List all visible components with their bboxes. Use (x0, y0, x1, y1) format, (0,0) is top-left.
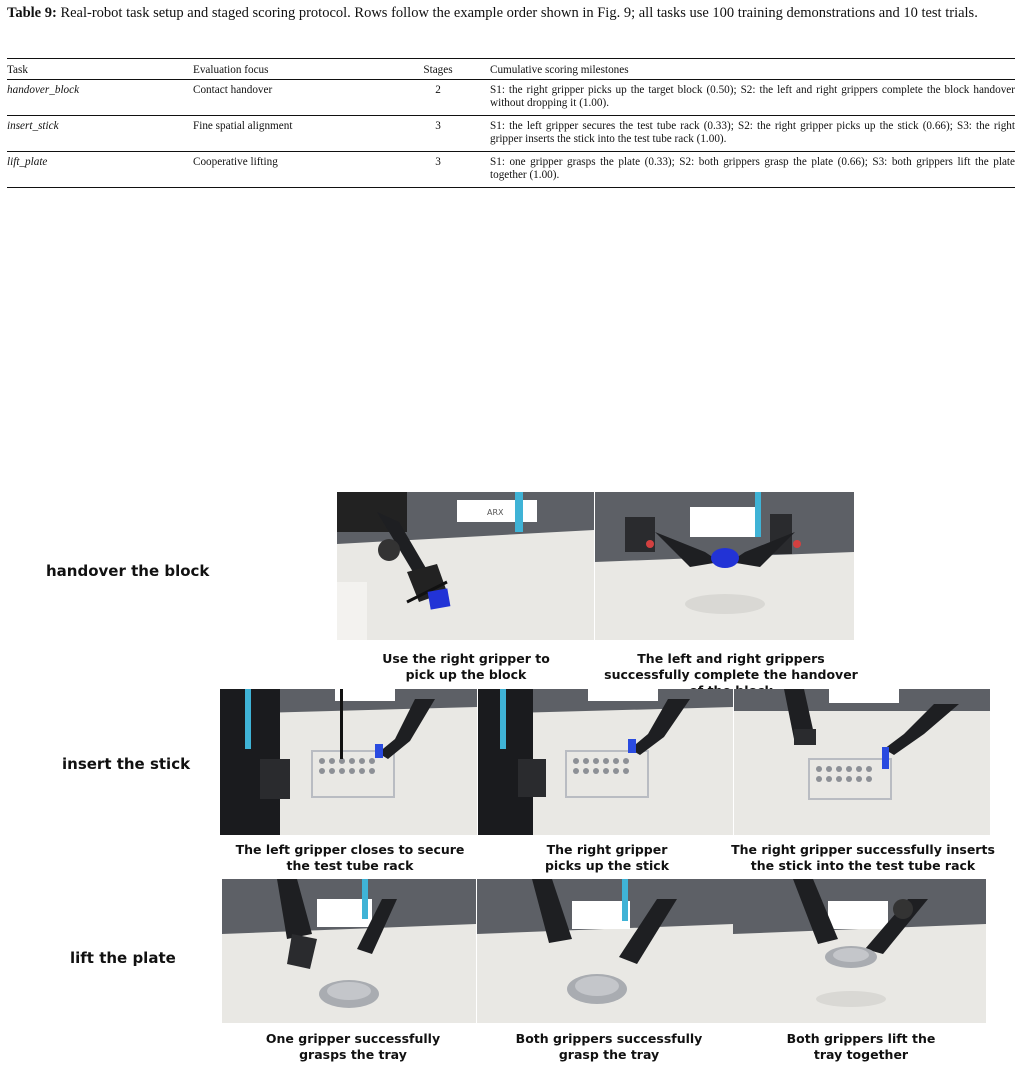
task-name: insert_stick (7, 120, 59, 132)
stage-count: 3 (435, 156, 441, 168)
stage-count: 3 (435, 120, 441, 132)
photo-insert-stage2 (478, 689, 733, 835)
milestones: S1: the right gripper picks up the target block (0.50); S2: the left and right grippers complete the block handover without dropping it (1.00). (490, 84, 1015, 109)
row-label-handover: handover the block (46, 562, 210, 580)
caption-insert-stage1: The left gripper closes to secure the test tube rack (235, 842, 465, 873)
header-milestones: Cumulative scoring milestones (490, 64, 629, 76)
caption-lift-stage1: One gripper successfully grasps the tray (265, 1031, 441, 1062)
table-caption-label: Table 9: (7, 5, 57, 21)
row-label-insert: insert the stick (62, 755, 191, 773)
evaluation-focus: Cooperative lifting (193, 156, 278, 168)
caption-insert-stage2: The right gripper picks up the stick (544, 842, 670, 873)
caption-handover-stage1: Use the right gripper to pick up the block (382, 651, 550, 682)
evaluation-focus: Contact handover (193, 84, 273, 96)
task-name: handover_block (7, 84, 80, 96)
caption-insert-stage3: The right gripper successfully inserts the stick into the test tube rack (731, 842, 995, 873)
row-label-lift: lift the plate (70, 949, 176, 967)
table-caption-text: Real-robot task setup and staged scoring protocol. Rows follow the example order shown in Fig. 9; all tasks use 100 training demonstrations and 10 test trials. (60, 5, 978, 21)
header-task: Task (7, 64, 28, 76)
task-name: lift_plate (7, 156, 48, 168)
milestones: S1: the left gripper secures the test tube rack (0.33); S2: the right gripper picks up the stick (0.66); S3: the right gripper inserts the stick into the test tube rack (1.00). (490, 120, 1015, 145)
caption-lift-stage3: Both grippers lift the tray together (786, 1031, 936, 1062)
photo-lift-stage1 (222, 879, 476, 1023)
photo-lift-stage3 (733, 879, 986, 1023)
photo-lift-stage2 (477, 879, 733, 1023)
photo-handover-stage1 (337, 492, 594, 640)
header-stages: Stages (423, 64, 453, 76)
header-focus: Evaluation focus (193, 64, 269, 76)
robot-brand-text: ARX (487, 508, 504, 517)
stage-count: 2 (435, 84, 441, 96)
photo-insert-stage1 (220, 689, 477, 835)
photo-handover-stage2 (595, 492, 854, 640)
evaluation-focus: Fine spatial alignment (193, 120, 293, 132)
caption-handover-stage2: The left and right grippers successfully complete the handover (604, 651, 858, 682)
milestones: S1: one gripper grasps the plate (0.33); S2: both grippers grasp the plate (0.66); S3: both grippers lift the plate together (1.00). (490, 156, 1015, 181)
caption-lift-stage2: Both grippers successfully grasp the tray (515, 1031, 703, 1062)
photo-insert-stage3 (734, 689, 990, 835)
